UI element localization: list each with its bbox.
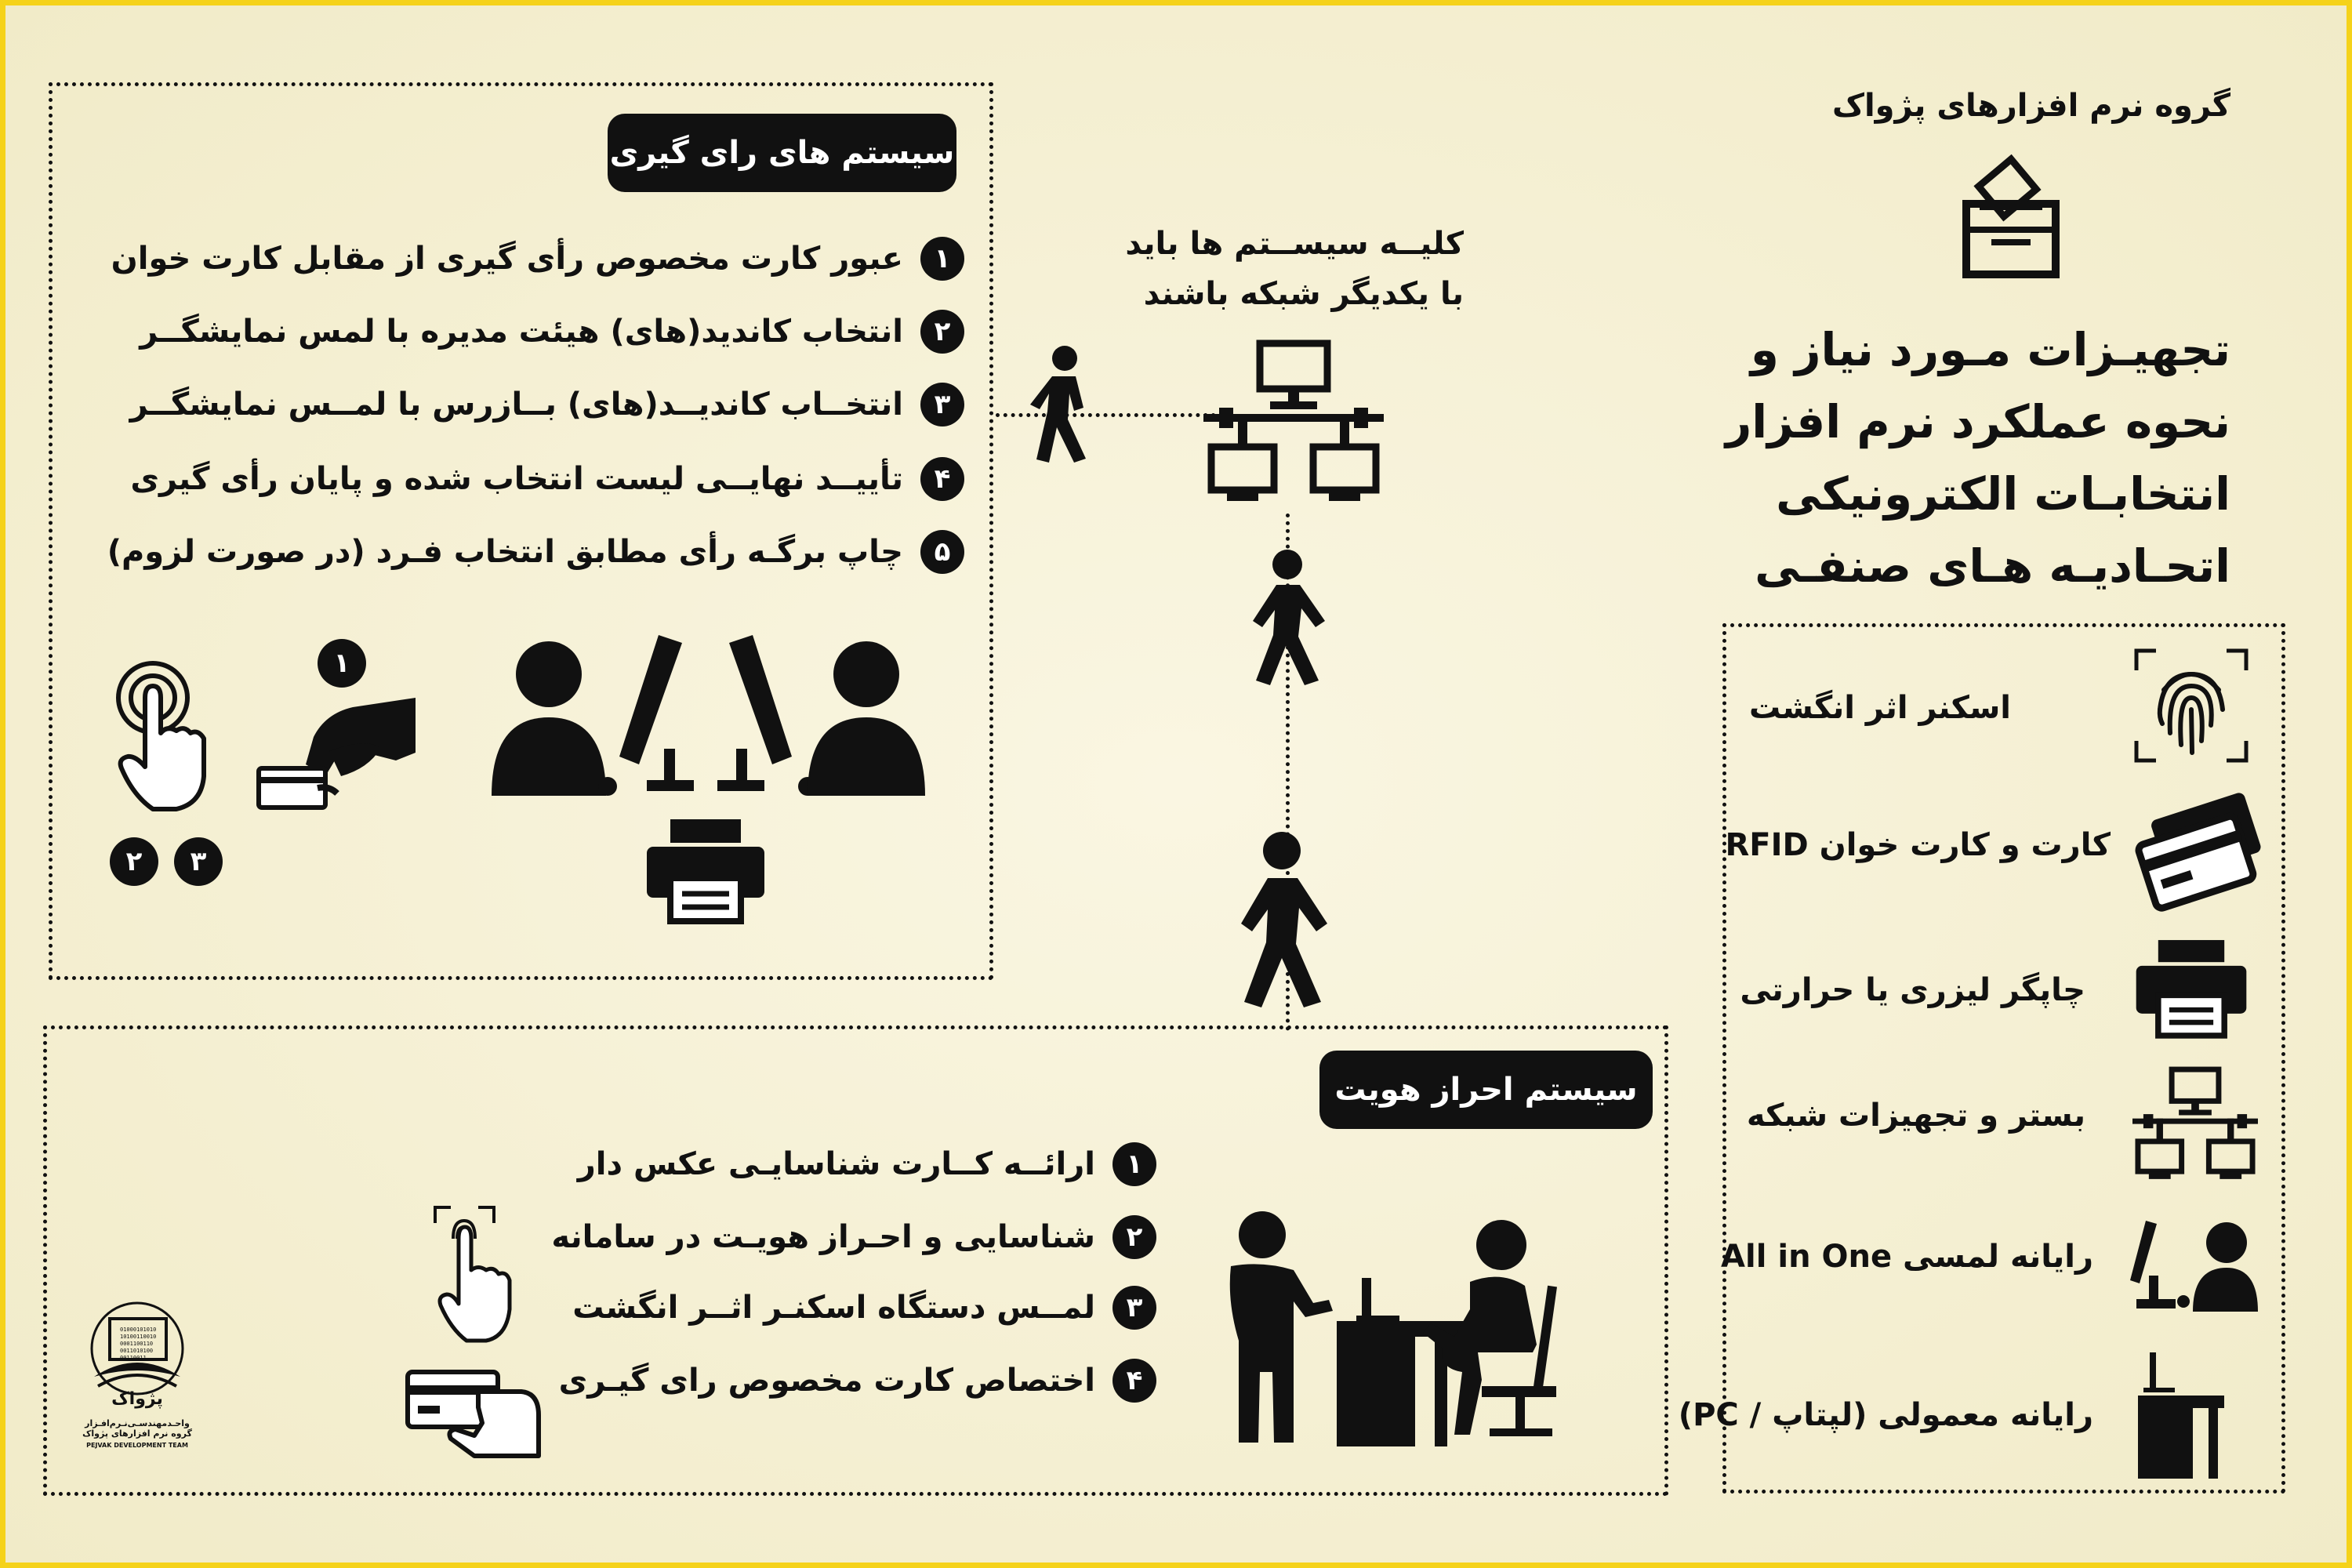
title-line-3: انتخابـات الکترونیکی — [1776, 467, 2230, 521]
step-number: ۴ — [920, 457, 964, 501]
binary-line: 0011010100 — [120, 1348, 154, 1354]
step-text: لمــس دستگاه اسکنـر اثــر انگشت — [572, 1290, 1095, 1326]
equipment-label-network: بستر و تجهیزات شبکه — [1746, 1098, 2085, 1134]
printer-icon — [2132, 933, 2250, 1043]
pejvak-logo — [74, 1301, 200, 1482]
voting-step-3 — [130, 383, 964, 426]
main-title — [1682, 314, 2230, 602]
step-number: ۵ — [920, 530, 964, 574]
step-text: تأییــد نهایــی لیست انتخاب شده و پایان رأی گیری — [130, 461, 903, 497]
identity-step-2 — [551, 1215, 1156, 1259]
step-number: ۳ — [1112, 1286, 1156, 1330]
logo-line-1: واحـدمهندسـی‌نـرم‌افـزار — [85, 1418, 190, 1428]
touch-step-3-badge: ۳ — [174, 837, 223, 886]
logo-name: پژواک — [111, 1389, 163, 1409]
step-text: انتخــاب کاندیــد(های) بــازرس با لمــس نمایشگــر — [129, 387, 903, 423]
binary-line: 00110011 — [120, 1355, 147, 1361]
logo-binary — [120, 1327, 156, 1362]
hand-holding-card-icon — [404, 1368, 545, 1462]
identity-desk-scene-icon — [1219, 1207, 1595, 1450]
equipment-label-desk-pc: رایانه معمولی (لپتاپ / PC) — [1678, 1397, 2093, 1433]
step-number: ۲ — [1112, 1215, 1156, 1259]
voting-step-5 — [107, 530, 964, 574]
touch-finger-icon — [106, 659, 216, 815]
all-in-one-icon — [2129, 1219, 2258, 1313]
network-icon — [1203, 337, 1384, 510]
equipment-label-fingerprint: اسکنر اثر انگشت — [1748, 690, 2011, 726]
step-text: ارائــه کــارت شناسایـی عکس دار — [577, 1146, 1095, 1182]
equipment-label-all-in-one: رایانه لمسی All in One — [1721, 1239, 2093, 1275]
walking-person-icon — [1019, 345, 1105, 463]
ballot-box-icon — [1960, 161, 2062, 278]
touch-step-2-badge: ۲ — [110, 837, 158, 886]
voting-step-2 — [140, 310, 964, 354]
identity-system-title: سیستم احراز هویت — [1319, 1051, 1653, 1129]
step-text: شناسایی و احـراز هویـت در سامانه — [551, 1219, 1095, 1255]
walking-person-icon — [1247, 549, 1333, 686]
desk-pc-icon — [2134, 1348, 2228, 1482]
step-text: چاپ برگـه رأی مطابق انتخاب فـرد (در صورت لزوم) — [107, 534, 903, 570]
voting-systems-title: سیستم های رای گیری — [608, 114, 956, 192]
binary-line: 10100110010 — [120, 1334, 157, 1340]
logo-line-3: PEJVAK DEVELOPMENT TEAM — [86, 1442, 188, 1449]
title-line-4: اتحـادیـه هـای صنفـی — [1755, 539, 2230, 593]
binary-line: 01000101010 — [120, 1327, 157, 1333]
step-text: اختصاص کارت مخصوص رای گیـری — [558, 1363, 1095, 1399]
binary-line: 0001100110 — [120, 1341, 154, 1347]
voting-step-1 — [111, 237, 964, 281]
group-name: گروه نرم افزارهای پژواک — [1832, 88, 2230, 124]
title-line-1: تجهیـزات مـورد نیاز و — [1750, 323, 2230, 376]
equipment-label-printer: چاپگر لیزری یا حرارتی — [1740, 972, 2085, 1008]
step-text: عبور کارت مخصوص رأی گیری از مقابل کارت خوان — [111, 241, 903, 277]
identity-step-1 — [578, 1142, 1156, 1186]
card-reader-icon — [2129, 788, 2270, 906]
network-icon — [2132, 1062, 2258, 1188]
walking-person-icon — [1235, 831, 1337, 1007]
step-number: ۴ — [1112, 1359, 1156, 1403]
step-number: ۱ — [920, 237, 964, 281]
fingerprint-icon — [2132, 647, 2250, 764]
printer-icon — [643, 815, 768, 925]
network-note-line-2: با یکدیگر شبکه باشند — [1143, 276, 1464, 312]
step-number: ۱ — [1112, 1142, 1156, 1186]
step-number: ۲ — [920, 310, 964, 354]
hand-card-icon — [251, 690, 431, 815]
identity-step-3 — [572, 1286, 1156, 1330]
voting-booths-icon — [490, 631, 929, 804]
step-text: انتخاب کاندید(های) هیئت مدیره با لمس نمایشگــر — [140, 314, 903, 350]
network-note-line-1: کلیــه سیســتم ها باید — [1125, 226, 1464, 262]
step-number: ۳ — [920, 383, 964, 426]
equipment-label-card-reader: کارت و کارت خوان RFID — [1725, 827, 2111, 863]
finger-scan-icon — [431, 1203, 517, 1345]
logo-line-2: گروه نرم افزارهای پژواک — [82, 1428, 192, 1439]
voting-step-4 — [130, 457, 964, 501]
card-step-1-badge: ۱ — [318, 639, 366, 688]
title-line-2: نحوه عملکرد نرم افزار — [1725, 395, 2230, 448]
identity-step-4 — [559, 1359, 1156, 1403]
